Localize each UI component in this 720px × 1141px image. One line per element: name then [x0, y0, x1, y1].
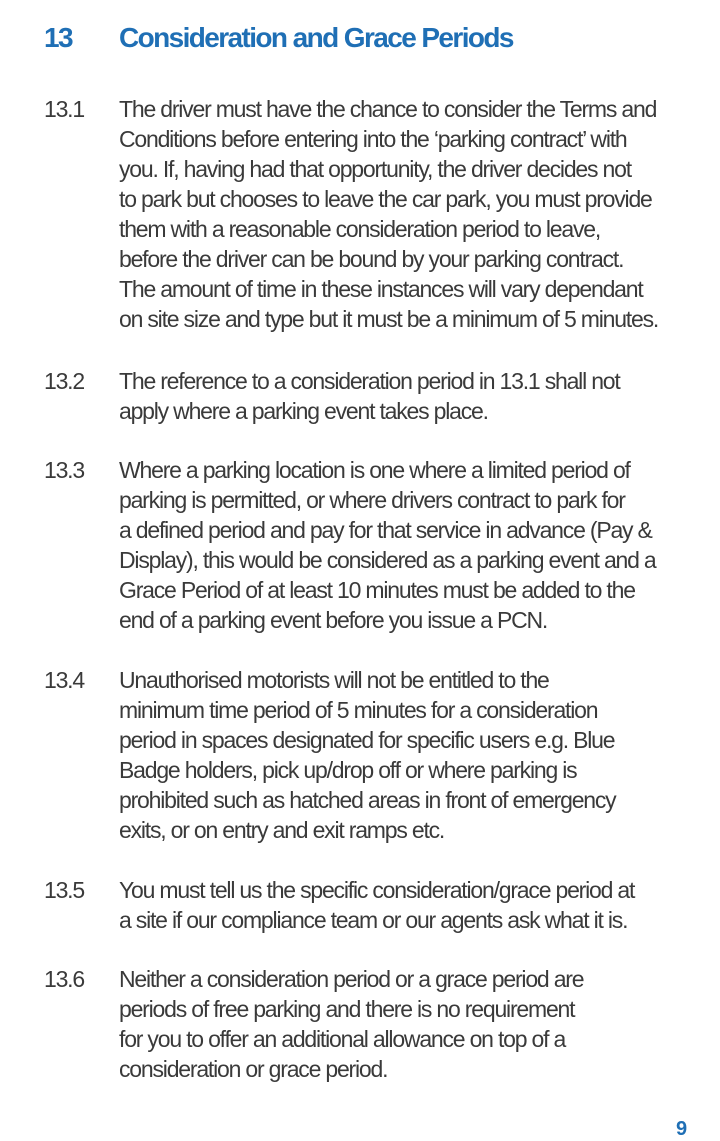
clause-line: you. If, having had that opportunity, the driver decides not	[119, 156, 631, 182]
clause-line: a defined period and pay for that service in advance (Pay &	[119, 517, 652, 543]
clause-line: The driver must have the chance to consider the Terms and	[119, 96, 657, 122]
clause-text	[119, 455, 679, 635]
clause-line: end of a parking event before you issue a PCN.	[119, 607, 548, 633]
clause-line: Grace Period of at least 10 minutes must be added to the	[119, 577, 635, 603]
clause-line: period in spaces designated for specific users e.g. Blue	[119, 727, 615, 753]
clause-line: them with a reasonable consideration period to leave,	[119, 216, 601, 242]
clause-line: Badge holders, pick up/drop off or where parking is	[119, 757, 577, 783]
clause-text	[119, 964, 679, 1084]
clause-number: 13.3	[44, 457, 84, 483]
clause-line: You must tell us the specific consideration/grace period at	[119, 877, 635, 903]
clause-line: for you to offer an additional allowance on top of a	[119, 1026, 566, 1052]
clause-line: consideration or grace period.	[119, 1056, 388, 1082]
clause-line: a site if our compliance team or our agents ask what it is.	[119, 907, 628, 933]
clause-line: Unauthorised motorists will not be entitled to the	[119, 667, 549, 693]
clause-number: 13.1	[44, 96, 84, 122]
clause-line: apply where a parking event takes place.	[119, 398, 488, 424]
clause-line: prohibited such as hatched areas in front of emergency	[119, 787, 616, 813]
section-number: 13	[44, 22, 72, 53]
clause-number: 13.6	[44, 966, 84, 992]
clause-line: periods of free parking and there is no requirement	[119, 996, 575, 1022]
clause-text	[119, 94, 679, 334]
clause-line: The reference to a consideration period in 13.1 shall not	[119, 368, 620, 394]
clause-line: parking is permitted, or where drivers contract to park for	[119, 487, 625, 513]
clause-line: The amount of time in these instances will vary dependant	[119, 276, 643, 302]
clause-line: Display), this would be considered as a parking event and a	[119, 547, 656, 573]
clause-line: to park but chooses to leave the car park, you must provide	[119, 186, 652, 212]
clause-line: exits, or on entry and exit ramps etc.	[119, 817, 445, 843]
clause-text	[119, 665, 679, 845]
clause-line: Neither a consideration period or a grace period are	[119, 966, 584, 992]
page-number: 9	[676, 1118, 688, 1140]
clause-number: 13.2	[44, 368, 84, 394]
section-title: Consideration and Grace Periods	[119, 22, 513, 53]
clause-line: on site size and type but it must be a minimum of 5 minutes.	[119, 306, 659, 332]
clause-line: minimum time period of 5 minutes for a consideration	[119, 697, 598, 723]
clause-number: 13.4	[44, 667, 84, 693]
clause-line: before the driver can be bound by your parking contract.	[119, 246, 624, 272]
clause-line: Conditions before entering into the ‘parking contract’ with	[119, 126, 627, 152]
clause-text	[119, 366, 679, 426]
clause-number: 13.5	[44, 877, 84, 903]
clause-line: Where a parking location is one where a limited period of	[119, 457, 630, 483]
section-heading	[44, 18, 684, 58]
clause-text	[119, 875, 679, 935]
